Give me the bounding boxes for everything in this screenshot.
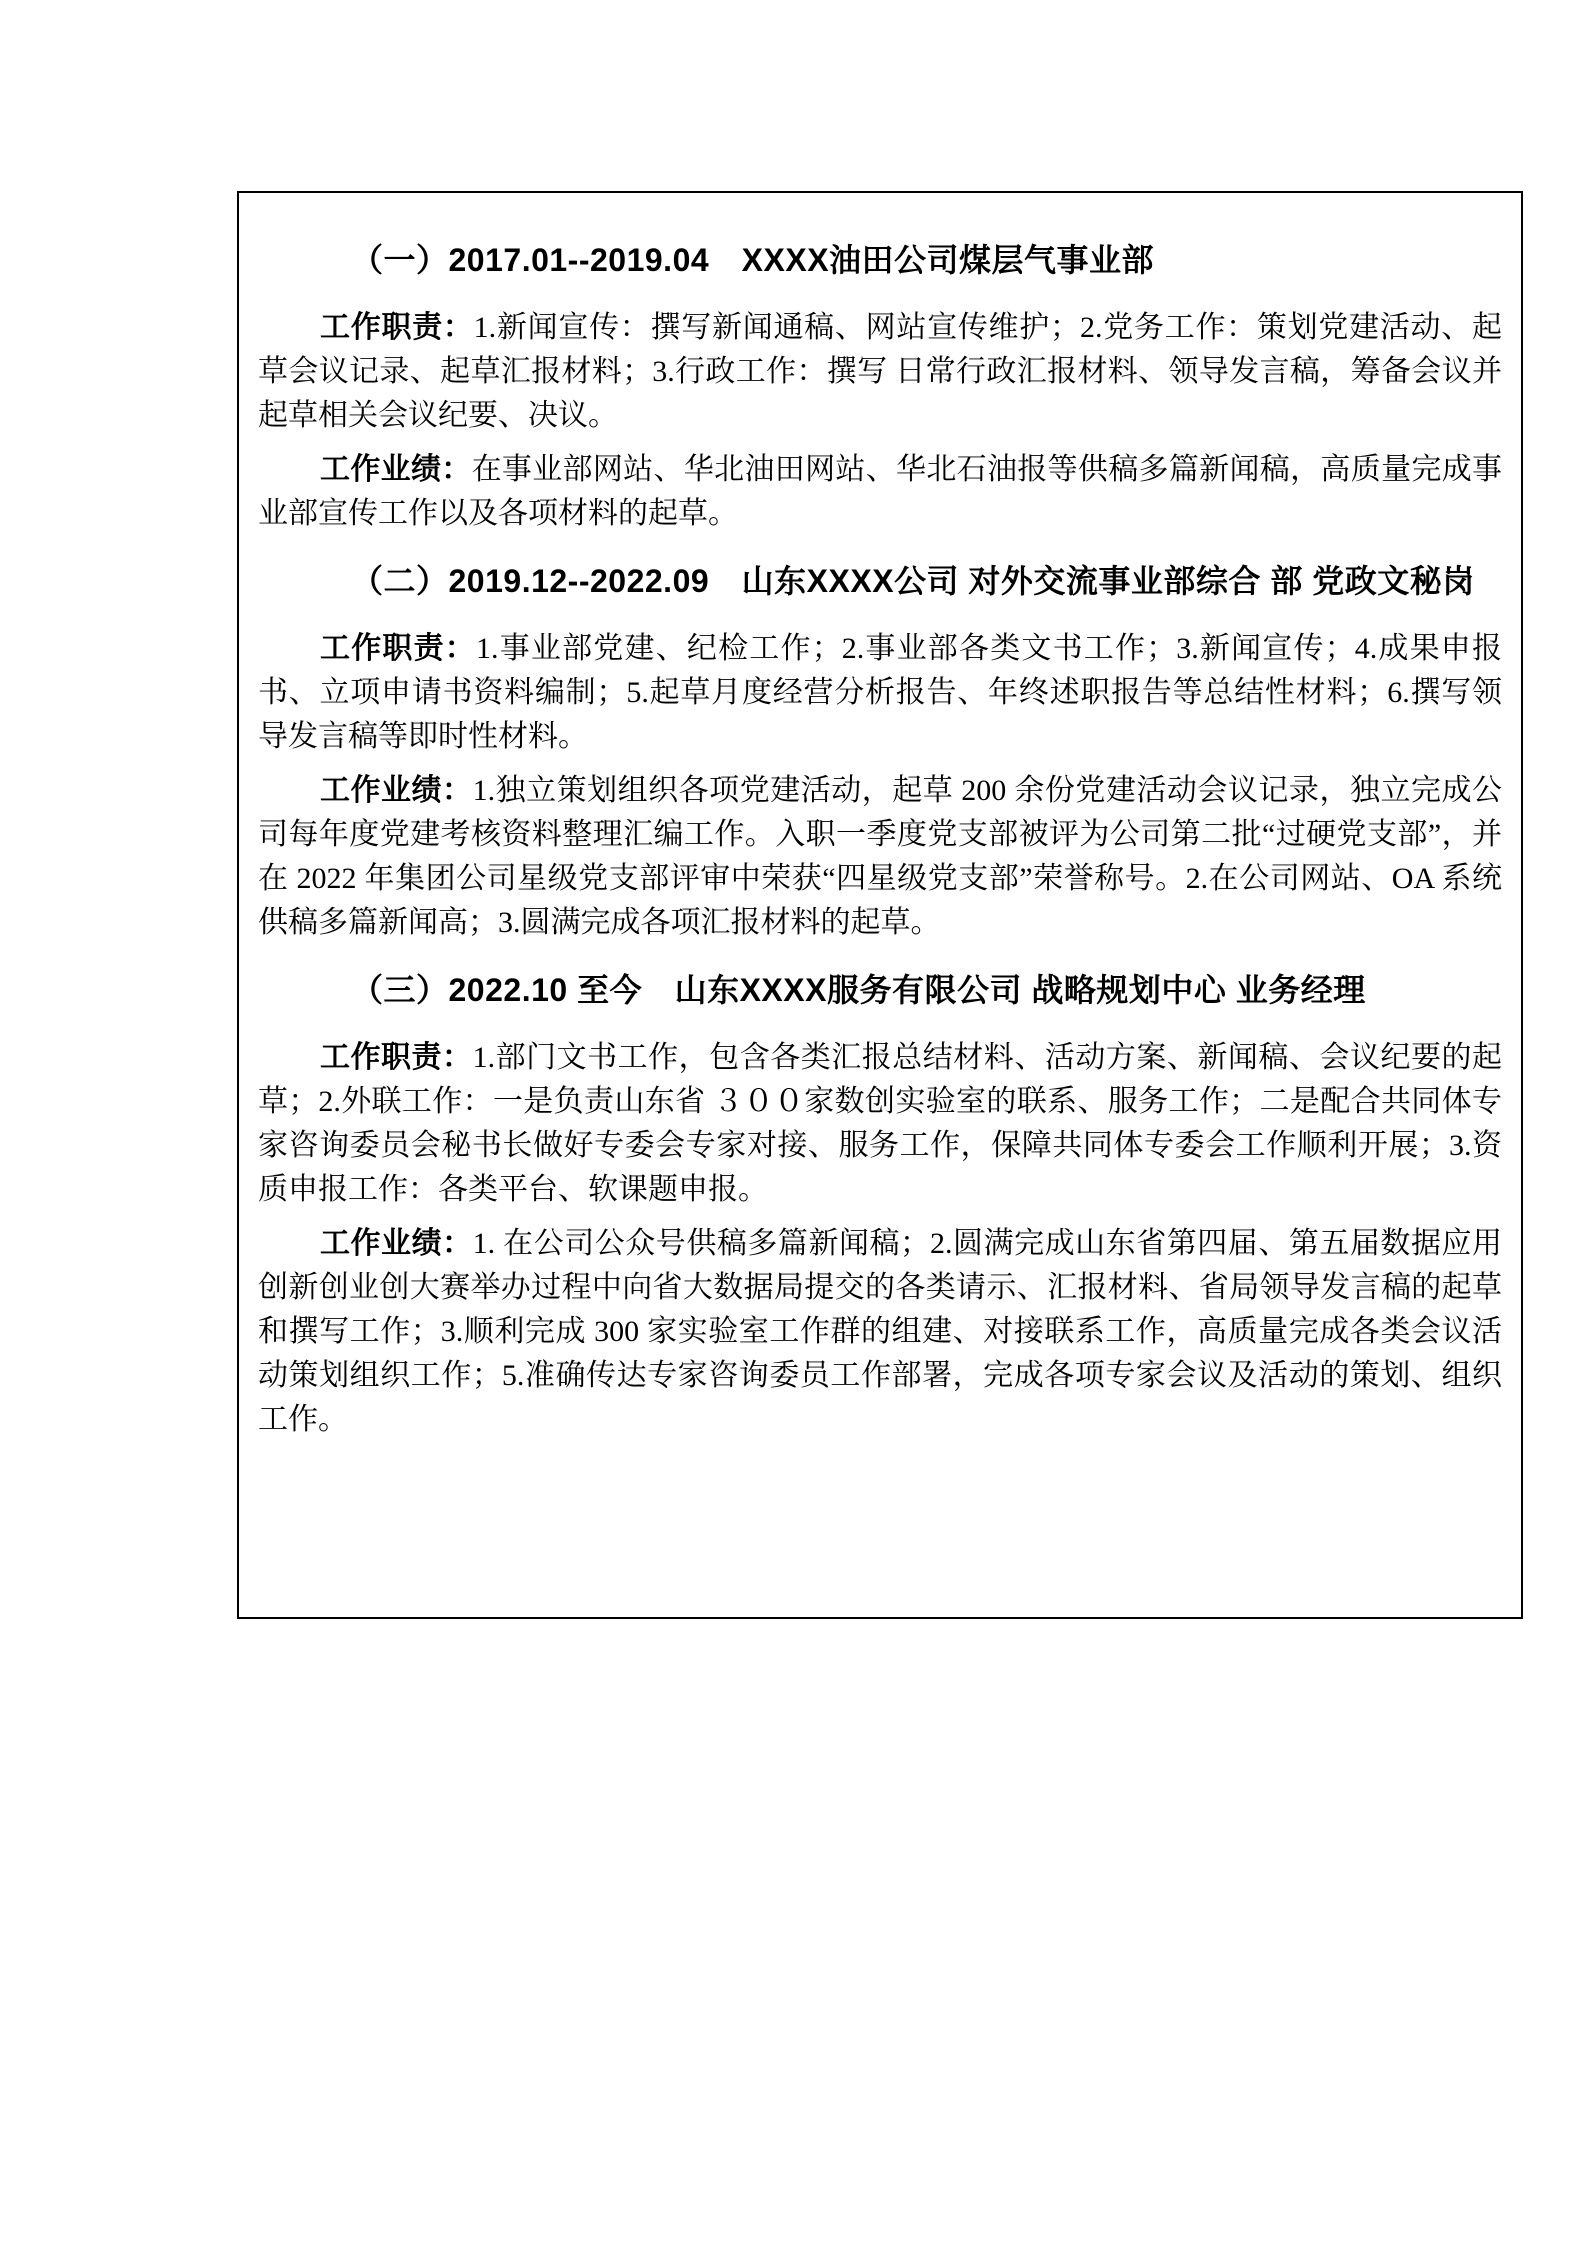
experience-2-duties <box>258 627 1502 759</box>
experience-3-duties <box>258 1036 1502 1212</box>
duties-label: 工作职责： <box>320 632 476 665</box>
achievements-text: 1. 在公司公众号供稿多篇新闻稿；2.圆满完成山东省第四届、第五届数据应用创新创业创大赛举办过程中向省大数据局提交的各类请示、汇报材料、省局领导发言稿的起草和撰写工作；3.顺利完成 300 家实验室工作群的组建、对接联系工作，高质量完成各类会议活动策划组织工作；5.准确传达专家咨询委员工作部署，完成各项专家会议及活动的策划、组织工作。 <box>258 1227 1503 1436</box>
experience-1-achievements <box>258 448 1502 536</box>
duties-label: 工作职责： <box>320 1041 473 1074</box>
experience-3-achievements <box>258 1222 1502 1442</box>
duties-text: 1.事业部党建、纪检工作；2.事业部各类文书工作；3.新闻宣传；4.成果申报书、立项申请书资料编制；5.起草月度经营分析报告、年终述职报告等总结性材料；6.撰写领导发言稿等即时性材料。 <box>258 632 1502 753</box>
experience-1-heading: （一）2017.01--2019.04 XXXX油田公司煤层气事业部 <box>351 242 1155 278</box>
achievements-label: 工作业绩： <box>320 453 472 486</box>
experience-2-heading: （二）2019.12--2022.09 山东XXXX公司 对外交流事业部综合 部 党政文秘岗 <box>351 563 1475 599</box>
experience-1-duties <box>258 306 1502 438</box>
duties-text: 1.部门文书工作，包含各类汇报总结材料、活动方案、新闻稿、会议纪要的起草；2.外联工作：一是负责山东省 ３００家数创实验室的联系、服务工作；二是配合共同体专家咨询委员会秘书长做好专委会专家对接、服务工作，保障共同体专委会工作顺利开展；3.资质申报工作：各类平台、软课题申报。 <box>258 1041 1503 1206</box>
achievements-text: 在事业部网站、华北油田网站、华北石油报等供稿多篇新闻稿，高质量完成事业部宣传工作以及各项材料的起草。 <box>258 453 1503 530</box>
work-experience-panel <box>237 191 1523 1619</box>
duties-label: 工作职责： <box>320 311 474 344</box>
achievements-text: 1.独立策划组织各项党建活动，起草 200 余份党建活动会议记录，独立完成公司每年度党建考核资料整理汇编工作。入职一季度党支部被评为公司第二批“过硬党支部”，并在 2022 年集团公司星级党支部评审中荣获“四星级党支部”荣誉称号。2.在公司网站、OA 系统供稿多篇新闻高；3.圆满完成各项汇报材料的起草。 <box>258 774 1503 939</box>
experience-2-achievements <box>258 769 1502 945</box>
achievements-label: 工作业绩： <box>320 1227 473 1260</box>
achievements-label: 工作业绩： <box>320 774 473 807</box>
experience-3-heading: （三）2022.10 至今 山东XXXX服务有限公司 战略规划中心 业务经理 <box>351 972 1366 1008</box>
duties-text: 1.新闻宣传：撰写新闻通稿、网站宣传维护；2.党务工作：策划党建活动、起草会议记录、起草汇报材料；3.行政工作：撰写 日常行政汇报材料、领导发言稿，筹备会议并起草相关会议纪要、决议。 <box>258 311 1503 432</box>
